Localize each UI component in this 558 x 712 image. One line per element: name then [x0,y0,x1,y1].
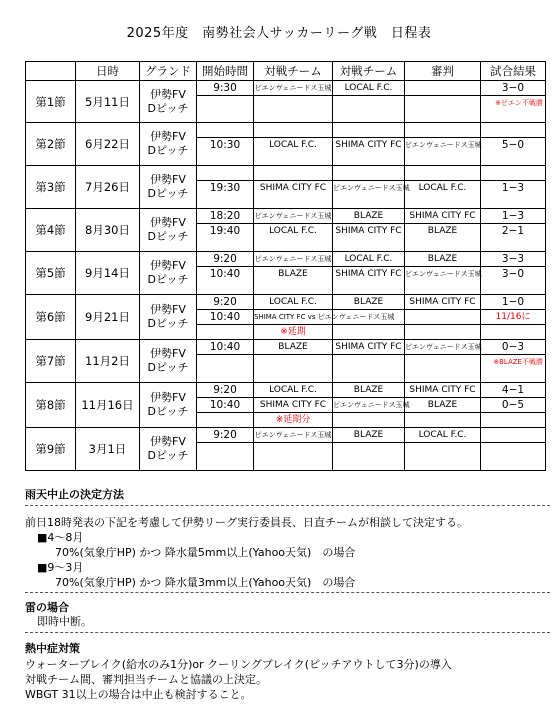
round-row [26,295,546,340]
team-a: ピエンヴェニードス玉城 [254,209,332,224]
kickoff-time [197,96,253,110]
thunder-heading: 雷の場合 [25,601,69,614]
team-a: LOCAL F.C. [269,140,317,150]
round-label: 第3節 [26,166,76,209]
ground-pitch: Dピッチ [147,361,189,374]
team-a: ピエンヴェニードス玉城 [254,428,332,443]
kickoff-time [197,355,253,369]
rain-heading: 雨天中止の決定方法 [25,488,124,501]
team-b-column [333,340,405,383]
round-label: 第8節 [26,383,76,428]
match-result-column [481,340,546,383]
referee-column [405,123,481,166]
round-date: 3月1日 [76,428,140,471]
kickoff-time-column [197,383,254,428]
team-b: SHIMA CITY FC [333,340,404,355]
kickoff-time: 9:20 [197,383,253,398]
match-result-column [481,383,546,428]
kickoff-time-column [197,166,254,209]
round-label: 第2節 [26,123,76,166]
team-b-column [333,81,405,123]
kickoff-time [197,123,253,138]
referee-column [405,383,481,428]
team-a: LOCAL F.C. [269,226,317,236]
team-b-column [333,383,410,428]
referee: SHIMA CITY FC [405,383,480,398]
referee: LOCAL F.C. [418,183,467,193]
header-cell: 対戦チーム [333,62,405,81]
kickoff-time-column [197,340,254,383]
referee: BLAZE [427,226,458,236]
header-cell: 審判 [405,62,481,81]
referee: BLAZE [405,398,480,413]
team-b: LOCAL F.C. [333,252,404,267]
kickoff-time: 10:40 [209,268,241,280]
referee: ピエンヴェニードス玉城 [405,270,482,278]
referee [405,443,480,457]
team-a-column [254,252,333,295]
kickoff-time: 19:30 [209,182,241,194]
kickoff-time [197,413,253,427]
team-a-column [254,123,333,166]
referee [405,355,480,369]
ground-name: 伊勢FV [150,216,186,229]
match-result-column [481,252,546,295]
team-a: LOCAL F.C. [254,383,332,398]
ground-name: 伊勢FV [150,130,186,143]
team-a: ※延期分 [275,415,311,425]
match-result: 1−3 [501,182,525,194]
kickoff-time: 9:20 [197,428,253,443]
referee-column [405,252,481,295]
kickoff-time: 10:30 [209,139,241,151]
round-row [26,123,546,166]
match-result: 0−5 [481,398,545,413]
referee [405,166,480,181]
schedule-table [25,61,546,471]
match-result: 1−3 [481,209,545,224]
referee [405,413,480,427]
team-a-column [254,383,333,428]
match-result: 3−3 [481,252,545,267]
header-cell [26,62,76,81]
ground-name: 伊勢FV [150,259,186,272]
ground-cell [140,81,197,123]
referee-column [405,295,481,340]
kickoff-time: 9:20 [197,252,253,267]
round-row [26,166,546,209]
header-row [26,62,546,81]
match-result: 3−0 [481,81,545,96]
referee: ピエンヴェニードス玉城 [405,340,480,355]
team-a: LOCAL F.C. [254,295,332,310]
team-b-column [333,123,405,166]
team-a: SHIMA CITY FC [259,183,327,193]
ground-name: 伊勢FV [150,303,186,316]
ground-name: 伊勢FV [150,391,186,404]
round-date: 8月30日 [76,209,140,252]
ground-cell [140,209,197,252]
referee [405,123,480,138]
referee [405,310,480,325]
team-b [333,443,404,457]
team-b: ピエンヴェニードス玉城 [333,184,410,192]
ground-name: 伊勢FV [150,87,186,101]
ground-cell [140,123,197,166]
round-row [26,252,546,295]
round-label: 第5節 [26,252,76,295]
round-label: 第7節 [26,340,76,383]
match-result [481,428,545,443]
match-result [481,166,545,181]
sep-mar-rule: 70%(気象庁HP) かつ 降水量3mm以上(Yahoo天気) の場合 [55,576,356,589]
kickoff-time: 10:40 [197,398,253,413]
divider [25,592,550,593]
ground-cell [140,428,197,471]
team-b-column [333,428,405,471]
team-a [254,96,332,110]
round-label: 第4節 [26,209,76,252]
team-a-column [254,428,333,471]
referee-column [405,209,481,252]
referee-column [405,166,481,209]
ground-pitch: Dピッチ [147,144,189,157]
round-date: 11月2日 [76,340,140,383]
kickoff-time-column [197,81,254,123]
team-a [254,443,332,457]
round-date: 11月16日 [76,383,140,428]
kickoff-time: 19:40 [209,225,241,237]
round-row [26,383,546,428]
ground-pitch: Dピッチ [147,317,189,330]
team-b [333,355,404,369]
kickoff-time-column [197,295,254,340]
heat-line: ウォーターブレイク(給水のみ1分)or クーリングブレイク(ピッチアウトして3分)の導入 [25,658,452,671]
match-result [481,443,545,457]
ground-pitch: Dピッチ [147,273,189,286]
ground-cell [140,252,197,295]
team-b [333,325,404,339]
round-label: 第9節 [26,428,76,471]
kickoff-time: 10:40 [197,310,253,325]
referee: SHIMA CITY FC [405,209,480,224]
match-result-column [481,428,546,471]
divider [25,505,550,506]
match-result: 1−0 [481,295,545,310]
team-a: ピエンヴェニードス玉城 [254,252,332,267]
referee [405,325,480,339]
team-a: SHIMA CITY FC vs ピエンヴェニードス玉城 [254,310,332,325]
match-result: 11/16に [481,310,545,325]
ground-pitch: Dピッチ [147,405,189,418]
page-title: 2025年度 南勢社会人サッカーリーグ戦 日程表 [126,26,432,41]
kickoff-time: 18:20 [197,209,253,224]
team-a [254,166,332,181]
team-b-column [333,166,410,209]
thunder-text: 即時中断。 [37,615,92,628]
team-b [333,166,404,181]
ground-pitch: Dピッチ [147,449,189,462]
team-a-column [254,81,333,123]
round-row [26,428,546,471]
ground-name: 伊勢FV [150,347,186,360]
round-date: 5月11日 [76,81,140,123]
ground-cell [140,166,197,209]
kickoff-time [197,443,253,457]
team-b-column [333,209,405,252]
referee: SHIMA CITY FC [405,295,480,310]
apr-aug-rule: 70%(気象庁HP) かつ 降水量5mm以上(Yahoo天気) の場合 [55,546,356,559]
ground-name: 伊勢FV [150,173,186,186]
kickoff-time-column [197,252,254,295]
match-result [481,123,545,138]
match-result-column [481,209,546,252]
match-result: 4−1 [481,383,545,398]
match-result: 2−1 [501,225,525,237]
team-b: SHIMA CITY FC [335,226,402,236]
heat-line: WBGT 31以上の場合は中止も検討すること。 [25,688,252,701]
header-cell: 対戦チーム [254,62,333,81]
sep-mar-label: ■9〜3月 [37,561,84,574]
team-b: BLAZE [333,295,404,310]
referee-column [405,428,481,471]
referee: ピエンヴェニードス玉城 [405,141,482,149]
match-result [481,413,545,427]
round-row [26,340,546,383]
match-result-column [481,81,546,123]
round-date: 9月21日 [76,295,140,340]
header-cell: 開始時間 [197,62,254,81]
header-cell: グランド [140,62,197,81]
heat-heading: 熱中症対策 [25,642,80,655]
team-b [333,96,404,110]
team-a: BLAZE [254,340,332,355]
referee: LOCAL F.C. [405,428,480,443]
round-date: 6月22日 [76,123,140,166]
referee-column [405,81,481,123]
match-result [481,325,545,339]
team-b [333,413,404,427]
kickoff-time-column [197,209,254,252]
team-a-column [254,340,333,383]
kickoff-time: 9:20 [197,295,253,310]
ground-pitch: Dピッチ [147,230,189,243]
referee: BLAZE [405,252,480,267]
match-result-column [481,295,546,340]
team-a-column [254,209,333,252]
team-b: BLAZE [333,209,404,224]
match-result-column [481,123,546,166]
team-b: BLAZE [333,428,404,443]
match-result: 3−0 [501,268,525,280]
team-b: SHIMA CITY FC [335,269,402,279]
team-a [254,355,332,369]
team-a: SHIMA CITY FC [254,398,332,413]
match-result: ※BLAZE不戦勝 [493,358,543,366]
match-result-column [481,166,546,209]
ground-pitch: Dピッチ [147,187,189,200]
referee [405,96,480,110]
ground-cell [140,383,197,428]
match-result: 0−3 [481,340,545,355]
team-a: BLAZE [278,269,308,279]
kickoff-time [197,166,253,181]
round-date: 9月14日 [76,252,140,295]
round-label: 第6節 [26,295,76,340]
round-row [26,81,546,123]
referee-column [405,340,481,383]
team-b: SHIMA CITY FC [335,140,402,150]
divider [25,632,550,633]
team-a [254,123,332,138]
kickoff-time-column [197,428,254,471]
ground-pitch: Dピッチ [147,101,189,115]
team-a-column [254,166,333,209]
kickoff-time [197,325,253,339]
match-result: 5−0 [501,139,525,151]
apr-aug-label: ■4〜8月 [37,531,84,544]
heat-line: 対戦チーム間、審判担当チームと協議の上決定。 [25,673,267,686]
team-b-column [333,252,405,295]
round-date: 7月26日 [76,166,140,209]
team-a: ※延期 [280,327,306,337]
header-cell: 試合結果 [481,62,546,81]
team-a: ピエンヴェニードス玉城 [254,81,332,96]
round-label: 第1節 [26,81,76,123]
ground-cell [140,295,197,340]
match-result: ※ピエン不戦勝 [495,99,543,107]
team-b: BLAZE [333,383,404,398]
referee [405,81,480,96]
kickoff-time: 10:40 [197,340,253,355]
team-b: ピエンヴェニードス玉城 [333,398,404,413]
kickoff-time: 9:30 [197,81,253,96]
team-b [333,123,404,138]
ground-name: 伊勢FV [150,435,186,448]
round-row [26,209,546,252]
kickoff-time-column [197,123,254,166]
rain-text: 前日18時発表の下記を考慮して伊勢リーグ実行委員長、日直チームが相談して決定する。 [25,516,468,529]
header-cell: 日時 [76,62,140,81]
team-b: LOCAL F.C. [333,81,404,96]
ground-cell [140,340,197,383]
